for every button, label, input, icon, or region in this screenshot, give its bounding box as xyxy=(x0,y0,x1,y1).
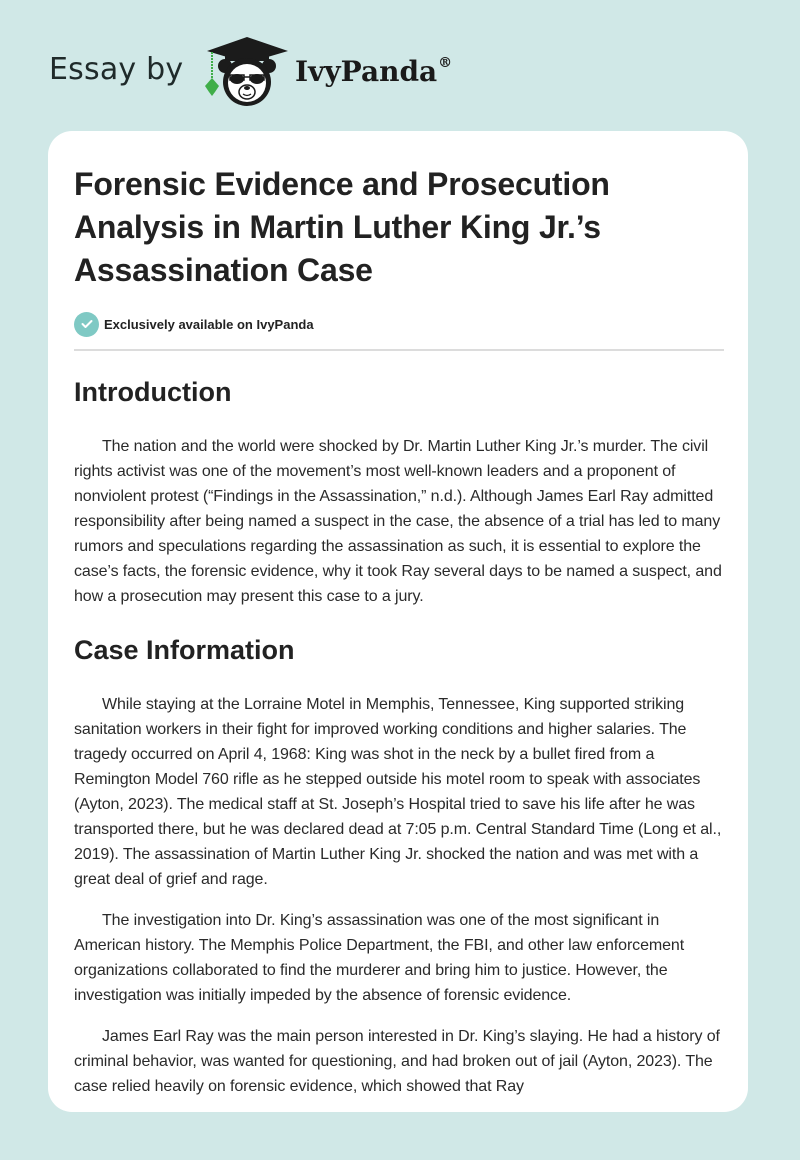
exclusive-label: Exclusively available on IvyPanda xyxy=(104,316,314,332)
check-circle-icon xyxy=(74,312,99,337)
paragraph: James Earl Ray was the main person interested in Dr. King’s slaying. He had a history of criminal behavior, was wanted for questioning, and had broken out of jail (Ayton, 2023). The case relied heavily on forensic evidence, which showed that Ray xyxy=(74,1028,720,1095)
site-header xyxy=(0,0,800,130)
paragraph: The nation and the world were shocked by Dr. Martin Luther King Jr.’s murder. The civil rights activist was one of the movement’s most well-known leaders and a proponent of nonviolent protest (“Findings in the Assassination,” n.d.). Although James Earl Ray admitted responsibility after being named a suspect in the case, the absence of a trial has led to many rumors and speculations regarding the assassination as such, it is essential to explore the case’s facts, the forensic evidence, why it took Ray several days to be named a suspect, and how a prosecution may present this case to a jury. xyxy=(74,438,722,605)
brand-name[interactable] xyxy=(295,55,452,88)
brand-prefix: Essay by xyxy=(49,52,184,87)
paragraph: While staying at the Lorraine Motel in Memphis, Tennessee, King supported striking sanitation workers in their fight for improved working conditions and higher salaries. The tragedy occurred on April 4, 1968: King was shot in the neck by a bullet fired from a Remington Model 760 rifle as he stepped outside his motel room to speak with associates (Ayton, 2023). The medical staff at St. Joseph’s Hospital tried to save his life after he was transported there, but he was declared dead at 7:05 p.m. Central Standard Time (Long et al., 2019). The assassination of Martin Luther King Jr. shocked the nation and was met with a great deal of grief and rage. xyxy=(74,696,722,888)
essay-card xyxy=(48,131,748,1112)
brand-name-text: IvyPanda xyxy=(295,55,438,88)
registered-mark: ® xyxy=(438,55,453,71)
exclusive-badge xyxy=(74,311,724,337)
essay-content xyxy=(74,163,724,1099)
paragraph: The investigation into Dr. King’s assassination was one of the most significant in American history. The Memphis Police Department, the FBI, and other law enforcement organizations collaborated to find the murderer and bring him to justice. However, the investigation was initially impeded by the absence of forensic evidence. xyxy=(74,912,685,1004)
title-divider xyxy=(74,349,724,351)
essay-title: Forensic Evidence and Prosecution Analysis in Martin Luther King Jr.’s Assassination Case xyxy=(74,166,610,288)
section-heading-case-information: Case Information xyxy=(74,635,295,665)
section-heading-introduction: Introduction xyxy=(74,377,232,407)
panda-graduation-cap-icon[interactable] xyxy=(203,36,291,108)
